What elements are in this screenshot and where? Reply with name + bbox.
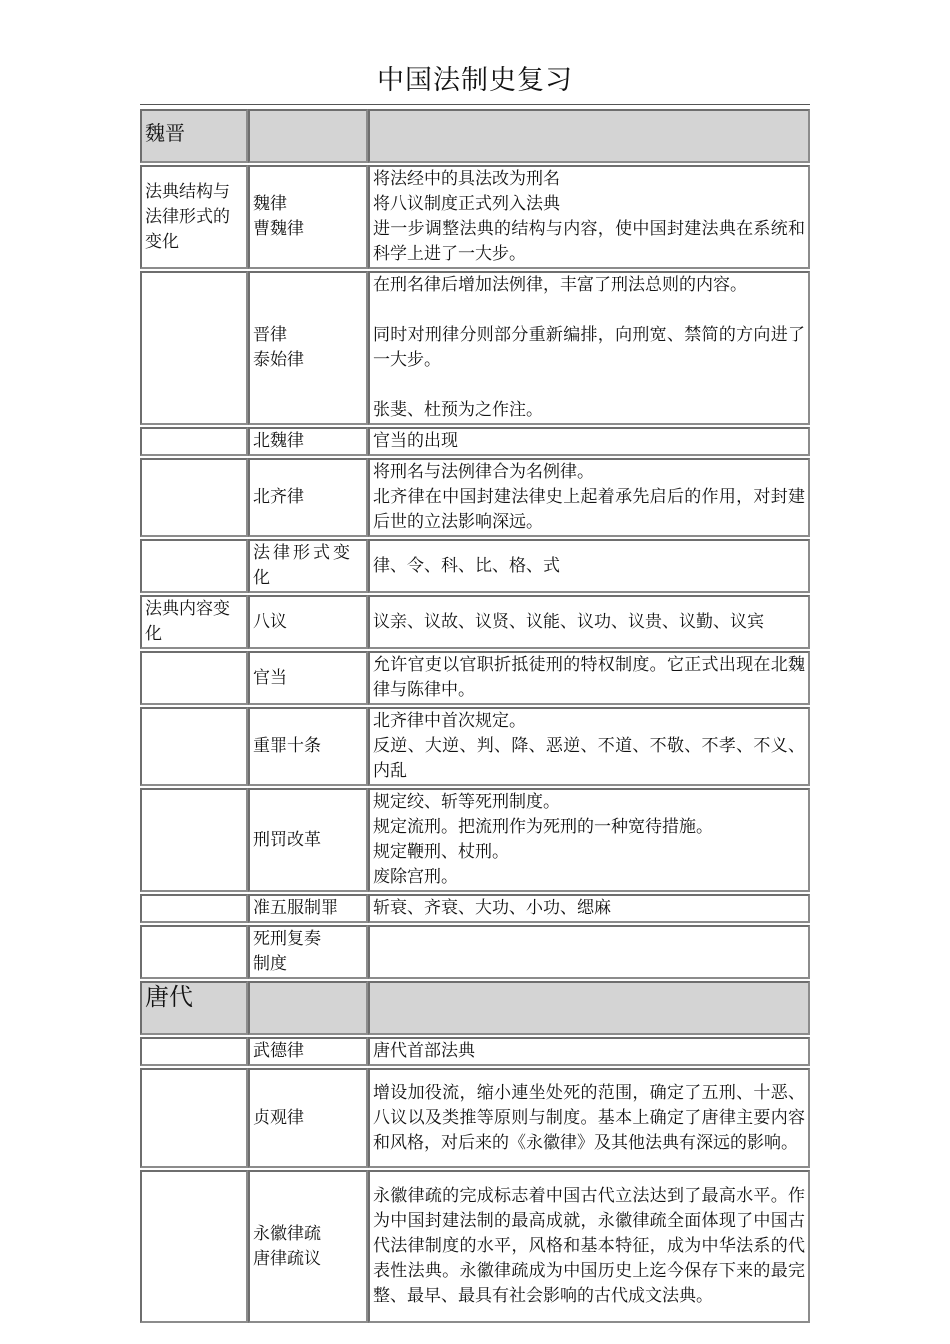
category-cell bbox=[140, 458, 248, 537]
category-cell-text: 法典内容变化 bbox=[145, 599, 230, 644]
table-row bbox=[140, 458, 810, 537]
item-cell-text: 刑罚改革 bbox=[253, 829, 321, 850]
section-title-cell bbox=[140, 981, 248, 1035]
item-cell bbox=[248, 427, 368, 456]
item-cell bbox=[248, 271, 368, 425]
content-cell-text: 永徽律疏的完成标志着中国古代立法达到了最高水平。作为中国封建法制的最高成就，永徽律疏全面体现了中国古代法律制度的水平，风格和基本特征，成为中华法系的代表性法典。永徽律疏成为中国历史上迄今保存下来的最完整、最早、最具有社会影响的古代成文法典。 bbox=[373, 1186, 805, 1306]
table-row bbox=[140, 894, 810, 923]
category-cell bbox=[140, 1170, 248, 1323]
content-cell bbox=[368, 1170, 810, 1323]
category-cell bbox=[140, 1037, 248, 1066]
item-cell bbox=[248, 458, 368, 537]
content-cell bbox=[368, 788, 810, 892]
content-cell-text: 议亲、议故、议贤、议能、议功、议贵、议勤、议宾 bbox=[373, 611, 764, 632]
content-cell-text: 允许官吏以官职折抵徒刑的特权制度。它正式出现在北魏律与陈律中。 bbox=[373, 655, 805, 700]
table-row bbox=[140, 788, 810, 892]
table-row bbox=[140, 1170, 810, 1323]
table-body bbox=[140, 109, 810, 1323]
item-cell-text: 唐律疏议 bbox=[253, 1248, 321, 1269]
content-cell-text: 同时对刑律分则部分重新编排，向刑宽、禁简的方向进了一大步。 bbox=[373, 325, 805, 370]
item-cell bbox=[248, 1037, 368, 1066]
content-cell-text: 规定鞭刑、杖刑。 bbox=[373, 842, 509, 862]
section-header bbox=[140, 981, 810, 1035]
category-cell bbox=[140, 427, 248, 456]
category-cell bbox=[140, 925, 248, 979]
content-cell-text: 废除宫刑。 bbox=[373, 867, 458, 887]
table-row bbox=[140, 707, 810, 786]
item-cell bbox=[248, 707, 368, 786]
content-cell-text: 进一步调整法典的结构与内容，使中国封建法典在系统和科学上进了一大步。 bbox=[373, 219, 805, 264]
category-cell bbox=[140, 651, 248, 705]
item-cell-text: 北齐律 bbox=[253, 487, 304, 507]
header-blank-cell bbox=[368, 981, 810, 1035]
item-cell bbox=[248, 539, 368, 593]
item-cell bbox=[248, 595, 368, 649]
content-cell bbox=[368, 595, 810, 649]
item-cell-text: 永徽律疏 bbox=[253, 1223, 321, 1244]
category-cell-text: 变化 bbox=[145, 231, 179, 252]
table-row bbox=[140, 651, 810, 705]
header-blank-cell bbox=[248, 109, 368, 163]
item-cell-text: 曹魏律 bbox=[253, 219, 304, 239]
table-row bbox=[140, 925, 810, 979]
item-cell bbox=[248, 788, 368, 892]
category-cell bbox=[140, 894, 248, 923]
table-row bbox=[140, 539, 810, 593]
content-cell-text: 北齐律中首次规定。 bbox=[373, 711, 526, 731]
law-history-table bbox=[140, 107, 810, 1325]
content-cell-text: 在刑名律后增加法例律，丰富了刑法总则的内容。 bbox=[373, 275, 747, 295]
blank-line bbox=[373, 298, 805, 323]
document-title: 中国法制史复习 bbox=[377, 65, 573, 96]
section-header bbox=[140, 109, 810, 163]
content-cell bbox=[368, 925, 810, 979]
category-cell bbox=[140, 165, 248, 269]
content-cell bbox=[368, 707, 810, 786]
item-cell bbox=[248, 1170, 368, 1323]
content-cell-text: 唐代首部法典 bbox=[373, 1041, 475, 1061]
item-cell-text: 法律形式变化 bbox=[253, 543, 353, 588]
content-cell-text: 规定绞、斩等死刑制度。 bbox=[373, 792, 560, 812]
blank-line bbox=[373, 373, 805, 398]
content-cell bbox=[368, 1068, 810, 1168]
item-cell bbox=[248, 1068, 368, 1168]
item-cell bbox=[248, 651, 368, 705]
header-blank-cell bbox=[248, 981, 368, 1035]
section-title: 唐代 bbox=[145, 983, 193, 1011]
section-title-cell bbox=[140, 109, 248, 163]
item-cell bbox=[248, 925, 368, 979]
header-blank-cell bbox=[368, 109, 810, 163]
content-cell-text: 律、令、科、比、格、式 bbox=[373, 555, 560, 576]
table-row bbox=[140, 1037, 810, 1066]
section-title: 魏晋 bbox=[145, 121, 185, 145]
category-cell bbox=[140, 788, 248, 892]
table-row bbox=[140, 427, 810, 456]
content-cell-text: 将刑名与法例律合为名例律。 bbox=[373, 462, 594, 482]
content-cell-text: 官当的出现 bbox=[373, 431, 458, 451]
content-cell-text: 增设加役流，缩小連坐处死的范围，确定了五刑、十恶、八议以及类推等原则与制度。基本上确定了唐律主要内容和风格，对后来的《永徽律》及其他法典有深远的影响。 bbox=[373, 1082, 805, 1153]
category-cell bbox=[140, 539, 248, 593]
content-cell-text: 将八议制度正式列入法典 bbox=[373, 194, 560, 214]
item-cell-text: 武德律 bbox=[253, 1041, 304, 1061]
table-row bbox=[140, 165, 810, 269]
content-cell-text: 将法经中的具法改为刑名 bbox=[373, 169, 560, 189]
category-cell-text: 法律形式的 bbox=[145, 206, 230, 227]
category-cell bbox=[140, 707, 248, 786]
content-cell bbox=[368, 458, 810, 537]
item-cell-text: 晋律 bbox=[253, 325, 287, 345]
content-cell-text: 规定流刑。把流刑作为死刑的一种宽待措施。 bbox=[373, 817, 713, 837]
content-cell bbox=[368, 427, 810, 456]
item-cell bbox=[248, 894, 368, 923]
item-cell-text: 八议 bbox=[253, 611, 287, 632]
content-cell bbox=[368, 271, 810, 425]
content-cell bbox=[368, 165, 810, 269]
category-cell-text: 法典结构与 bbox=[145, 181, 230, 202]
item-cell-text: 泰始律 bbox=[253, 350, 304, 370]
table-row bbox=[140, 271, 810, 425]
content-cell bbox=[368, 539, 810, 593]
item-cell-text: 官当 bbox=[253, 667, 287, 688]
content-cell bbox=[368, 894, 810, 923]
item-cell-text: 制度 bbox=[253, 954, 287, 974]
item-cell-text: 准五服制罪 bbox=[253, 898, 338, 918]
item-cell bbox=[248, 165, 368, 269]
table-row bbox=[140, 1068, 810, 1168]
content-cell bbox=[368, 651, 810, 705]
table-row bbox=[140, 595, 810, 649]
item-cell-text: 死刑复奏 bbox=[253, 929, 321, 949]
content-cell bbox=[368, 1037, 810, 1066]
category-cell bbox=[140, 1068, 248, 1168]
content-cell-text: 斩衰、齐衰、大功、小功、缌麻 bbox=[373, 898, 611, 918]
content-cell-text: 反逆、大逆、判、降、恶逆、不道、不敬、不孝、不义、内乱 bbox=[373, 736, 805, 781]
title-rule bbox=[140, 104, 810, 105]
item-cell-text: 北魏律 bbox=[253, 431, 304, 451]
item-cell-text: 贞观律 bbox=[253, 1107, 304, 1128]
content-cell-text: 北齐律在中国封建法律史上起着承先启后的作用，对封建后世的立法影响深远。 bbox=[373, 487, 805, 532]
item-cell-text: 魏律 bbox=[253, 194, 287, 214]
category-cell bbox=[140, 595, 248, 649]
category-cell bbox=[140, 271, 248, 425]
content-cell-text: 张斐、杜预为之作注。 bbox=[373, 400, 543, 420]
item-cell-text: 重罪十条 bbox=[253, 736, 321, 756]
